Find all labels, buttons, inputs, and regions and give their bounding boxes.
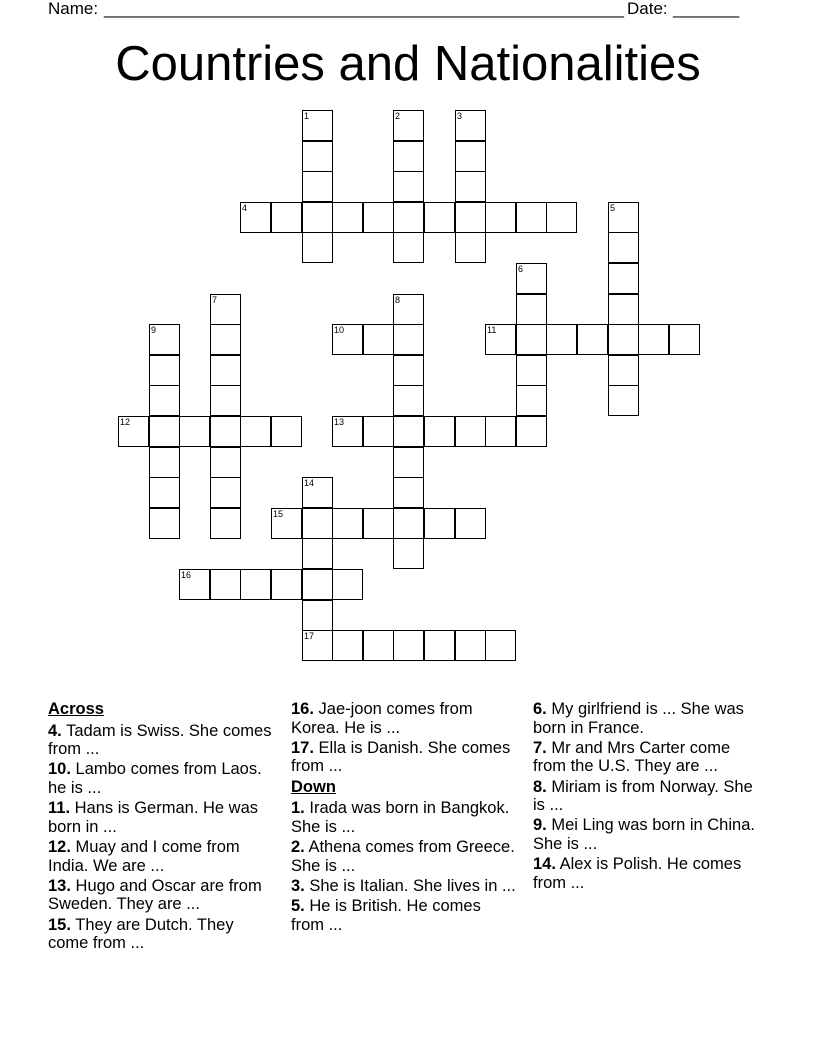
crossword-cell[interactable] xyxy=(149,385,180,416)
clue-number: 5. xyxy=(291,896,305,915)
crossword-cell[interactable] xyxy=(302,232,333,263)
clue-item xyxy=(48,916,273,953)
crossword-cell[interactable] xyxy=(210,355,241,386)
crossword-cell[interactable] xyxy=(302,600,333,631)
crossword-cell[interactable] xyxy=(393,232,424,263)
crossword-cell[interactable] xyxy=(271,416,302,447)
crossword-cell[interactable] xyxy=(118,416,149,447)
crossword-cell[interactable] xyxy=(546,202,577,233)
clue-number: 11. xyxy=(48,799,71,818)
crossword-cell[interactable] xyxy=(424,416,455,447)
clue-number: 14. xyxy=(533,855,556,874)
crossword-cell[interactable] xyxy=(393,416,424,447)
crossword-cell[interactable] xyxy=(577,324,608,355)
date-label: Date: xyxy=(627,0,668,18)
crossword-cell[interactable] xyxy=(332,324,363,355)
clue-number: 2. xyxy=(291,837,305,856)
page-title: Countries and Nationalities xyxy=(115,37,701,91)
crossword-cell[interactable] xyxy=(516,385,547,416)
cell-number: 1 xyxy=(304,111,310,121)
crossword-cell[interactable] xyxy=(149,477,180,508)
clue-item xyxy=(291,700,516,737)
cell-number: 16 xyxy=(181,570,192,580)
crossword-cell[interactable] xyxy=(302,569,333,600)
crossword-cell[interactable] xyxy=(455,202,486,233)
clue-item xyxy=(48,877,273,914)
crossword-cell[interactable] xyxy=(332,630,363,661)
clue-item xyxy=(533,778,758,815)
crossword-cell[interactable] xyxy=(393,630,424,661)
clues-heading-across: Across xyxy=(48,700,104,718)
crossword-cell[interactable] xyxy=(393,294,424,325)
crossword-cell[interactable] xyxy=(302,202,333,233)
cell-number: 15 xyxy=(273,509,284,519)
crossword-cell[interactable] xyxy=(485,324,516,355)
crossword-cell[interactable] xyxy=(485,202,516,233)
cell-number: 10 xyxy=(334,325,345,335)
crossword-cell[interactable] xyxy=(271,202,302,233)
clue-item xyxy=(291,739,516,776)
crossword-cell[interactable] xyxy=(393,477,424,508)
clue-number: 8. xyxy=(533,777,547,796)
crossword-cell[interactable] xyxy=(363,508,394,539)
clues-column-3 xyxy=(533,700,758,894)
cell-number: 8 xyxy=(395,295,401,305)
crossword-cell[interactable] xyxy=(608,232,639,263)
crossword-cell[interactable] xyxy=(363,416,394,447)
clue-text: Mr and Mrs Carter come from the U.S. They are ... xyxy=(533,738,731,776)
cell-number: 11 xyxy=(487,325,497,335)
clue-item xyxy=(533,855,758,892)
cell-number: 7 xyxy=(212,295,218,305)
clue-text: My girlfriend is ... She was born in France. xyxy=(533,700,744,737)
clue-number: 4. xyxy=(48,721,62,740)
crossword-cell[interactable] xyxy=(393,202,424,233)
crossword-cell[interactable] xyxy=(608,263,639,294)
crossword-cell[interactable] xyxy=(363,324,394,355)
clue-number: 12. xyxy=(48,837,71,856)
crossword-cell[interactable] xyxy=(332,569,363,600)
crossword-cell[interactable] xyxy=(210,385,241,416)
cell-number: 17 xyxy=(304,631,315,641)
crossword-cell[interactable] xyxy=(608,385,639,416)
crossword-cell[interactable] xyxy=(393,447,424,478)
crossword-cell[interactable] xyxy=(638,324,669,355)
crossword-cell[interactable] xyxy=(149,324,180,355)
crossword-cell[interactable] xyxy=(302,477,333,508)
crossword-cell[interactable] xyxy=(149,447,180,478)
clue-text: Irada was born in Bangkok. She is ... xyxy=(291,799,510,836)
name-field-line[interactable]: _______________________________________________________ xyxy=(104,0,625,18)
crossword-cell[interactable] xyxy=(210,477,241,508)
clue-number: 9. xyxy=(533,816,547,835)
clue-number: 6. xyxy=(533,700,547,718)
crossword-cell[interactable] xyxy=(332,202,363,233)
crossword-cell[interactable] xyxy=(393,538,424,569)
crossword-cell[interactable] xyxy=(302,171,333,202)
clue-number: 17. xyxy=(291,738,314,757)
crossword-cell[interactable] xyxy=(424,508,455,539)
crossword-cell[interactable] xyxy=(240,202,271,233)
crossword-cell[interactable] xyxy=(608,202,639,233)
clue-item xyxy=(291,838,516,875)
cell-number: 14 xyxy=(304,478,315,488)
crossword-cell[interactable] xyxy=(210,447,241,478)
clue-item xyxy=(533,816,758,853)
crossword-cell[interactable] xyxy=(393,141,424,172)
crossword-cell[interactable] xyxy=(302,538,333,569)
crossword-cell[interactable] xyxy=(455,630,486,661)
crossword-cell[interactable] xyxy=(149,355,180,386)
clue-text: He is British. He comes from ... xyxy=(291,896,481,934)
clue-number: 16. xyxy=(291,700,314,718)
crossword-cell[interactable] xyxy=(455,232,486,263)
clue-text: Jae-joon comes from Korea. He is ... xyxy=(291,700,473,737)
cell-number: 12 xyxy=(120,417,131,427)
clue-item xyxy=(291,897,516,934)
clue-text: They are Dutch. They come from ... xyxy=(48,915,234,953)
crossword-cell[interactable] xyxy=(302,508,333,539)
clue-item xyxy=(291,799,516,836)
crossword-cell[interactable] xyxy=(669,324,700,355)
crossword-cell[interactable] xyxy=(455,141,486,172)
crossword-cell[interactable] xyxy=(393,324,424,355)
date-field-line[interactable]: _______ xyxy=(673,0,740,18)
clue-item xyxy=(48,722,273,759)
crossword-cell[interactable] xyxy=(179,416,210,447)
clues-heading-down: Down xyxy=(291,777,336,796)
crossword-cell[interactable] xyxy=(393,508,424,539)
crossword-cell[interactable] xyxy=(516,202,547,233)
clue-item xyxy=(48,799,273,836)
clue-text: She is Italian. She lives in ... xyxy=(309,876,516,895)
crossword-cell[interactable] xyxy=(271,508,302,539)
clue-item xyxy=(48,760,273,797)
clue-number: 10. xyxy=(48,760,71,779)
clue-text: Mei Ling was born in China. She is ... xyxy=(533,816,755,853)
crossword-cell[interactable] xyxy=(393,171,424,202)
cell-number: 3 xyxy=(457,111,463,121)
crossword-cell[interactable] xyxy=(363,630,394,661)
crossword-cell[interactable] xyxy=(332,508,363,539)
clue-text: Ella is Danish. She comes from ... xyxy=(291,738,511,776)
clue-text: Lambo comes from Laos. he is ... xyxy=(48,760,262,797)
cell-number: 2 xyxy=(395,111,401,121)
crossword-cell[interactable] xyxy=(179,569,210,600)
cell-number: 13 xyxy=(334,417,345,427)
crossword-cell[interactable] xyxy=(424,202,455,233)
crossword-cell[interactable] xyxy=(210,508,241,539)
crossword-cell[interactable] xyxy=(302,630,333,661)
clue-text: Alex is Polish. He comes from ... xyxy=(533,855,742,892)
crossword-cell[interactable] xyxy=(393,355,424,386)
clue-item xyxy=(533,739,758,776)
crossword-cell[interactable] xyxy=(608,355,639,386)
crossword-cell[interactable] xyxy=(393,110,424,141)
crossword-cell[interactable] xyxy=(302,141,333,172)
crossword-cell[interactable] xyxy=(608,324,639,355)
crossword-cell[interactable] xyxy=(332,416,363,447)
clue-number: 7. xyxy=(533,738,547,757)
crossword-cell[interactable] xyxy=(210,416,241,447)
clues-column-2 xyxy=(291,700,516,936)
cell-number: 6 xyxy=(518,264,524,274)
crossword-cell[interactable] xyxy=(210,324,241,355)
clue-item xyxy=(48,838,273,875)
crossword-cell[interactable] xyxy=(516,294,547,325)
clue-number: 15. xyxy=(48,915,71,934)
cell-number: 4 xyxy=(242,203,248,213)
clue-number: 3. xyxy=(291,876,305,895)
cell-number: 9 xyxy=(151,325,157,335)
crossword-cell[interactable] xyxy=(455,508,486,539)
crossword-cell[interactable] xyxy=(240,569,271,600)
name-label: Name: xyxy=(48,0,99,18)
crossword-cell[interactable] xyxy=(516,324,547,355)
clue-text: Hugo and Oscar are from Sweden. They are ... xyxy=(48,876,262,914)
crossword-cell[interactable] xyxy=(485,630,516,661)
clue-number: 13. xyxy=(48,876,71,895)
clue-text: Athena comes from Greece. She is ... xyxy=(291,837,515,875)
crossword-cell[interactable] xyxy=(210,569,241,600)
clue-text: Tadam is Swiss. She comes from ... xyxy=(48,721,272,759)
clue-item xyxy=(291,877,516,896)
crossword-cell[interactable] xyxy=(485,416,516,447)
crossword-cell[interactable] xyxy=(455,416,486,447)
crossword-cell[interactable] xyxy=(516,416,547,447)
crossword-cell[interactable] xyxy=(516,355,547,386)
crossword-cell[interactable] xyxy=(424,630,455,661)
crossword-cell[interactable] xyxy=(393,385,424,416)
crossword-cell[interactable] xyxy=(363,202,394,233)
crossword-cell[interactable] xyxy=(455,171,486,202)
cell-number: 5 xyxy=(610,203,616,213)
clue-number: 1. xyxy=(291,799,305,818)
clue-text: Muay and I come from India. We are ... xyxy=(48,837,240,875)
crossword-cell[interactable] xyxy=(149,416,180,447)
crossword-cell[interactable] xyxy=(240,416,271,447)
crossword-cell[interactable] xyxy=(302,110,333,141)
crossword-cell[interactable] xyxy=(149,508,180,539)
clues-column-1 xyxy=(48,700,273,954)
crossword-cell[interactable] xyxy=(210,294,241,325)
crossword-cell[interactable] xyxy=(608,294,639,325)
crossword-cell[interactable] xyxy=(271,569,302,600)
clue-item xyxy=(533,700,758,737)
crossword-cell[interactable] xyxy=(546,324,577,355)
crossword-cell[interactable] xyxy=(516,263,547,294)
clue-text: Miriam is from Norway. She is ... xyxy=(533,777,753,815)
crossword-cell[interactable] xyxy=(455,110,486,141)
clue-text: Hans is German. He was born in ... xyxy=(48,799,259,836)
